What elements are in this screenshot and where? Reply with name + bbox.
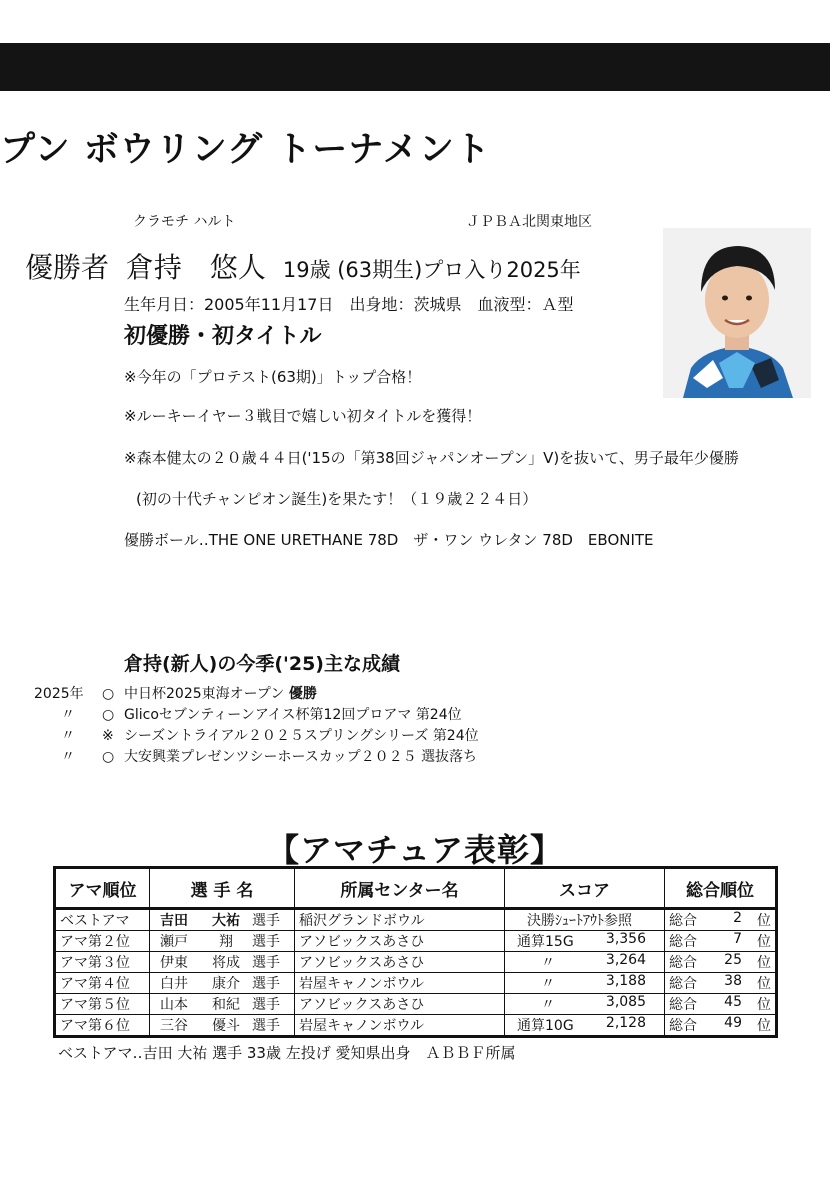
- header-rank: アマ順位: [55, 868, 150, 909]
- cell-score: [505, 973, 665, 994]
- winner-furigana: クラモチ ハルト: [133, 214, 236, 230]
- cell-score: [505, 931, 665, 952]
- header-total: 総合順位: [665, 868, 777, 909]
- score-label: 〃: [541, 997, 555, 1013]
- rank-text: アマ第２位: [60, 934, 130, 950]
- table-header-row: [55, 868, 777, 909]
- cell-player: [150, 973, 295, 994]
- result-mark: ○: [102, 707, 115, 723]
- table-row: [55, 931, 777, 952]
- tournament-title: プン ボウリング トーナメント: [0, 130, 491, 170]
- player-surname: 山本: [160, 997, 188, 1013]
- cell-score: [505, 909, 665, 931]
- cell-rank: [55, 1015, 150, 1037]
- header-score: スコア: [505, 868, 665, 909]
- amateur-award-title: 【アマチュア表彰】: [266, 831, 564, 869]
- center-name: アソビックスあさひ: [299, 955, 425, 971]
- score-value: 3,188: [605, 973, 646, 989]
- result-place: 選抜落ち: [421, 749, 478, 765]
- winner-label: 優勝者: [25, 251, 110, 284]
- rank-text: アマ第４位: [60, 976, 130, 992]
- result-mark: ○: [102, 749, 115, 765]
- total-unit: 位: [757, 934, 771, 950]
- cell-player: [150, 994, 295, 1015]
- score-label: 決勝ｼｭｰﾄｱｳﾄ参照: [527, 913, 632, 929]
- player-surname: 白井: [160, 976, 188, 992]
- result-place: 第24位: [432, 728, 479, 744]
- center-name: アソビックスあさひ: [299, 934, 425, 950]
- cell-player: [150, 1015, 295, 1037]
- rank-text: アマ第６位: [60, 1018, 130, 1034]
- winner-note-4: (初の十代チャンピオン誕生)を果たす！（１９歳２２４日）: [136, 490, 538, 508]
- top-black-bar: [0, 43, 830, 91]
- total-label: 総合: [669, 955, 697, 971]
- winner-name-line: [25, 246, 581, 286]
- cell-score: [505, 994, 665, 1015]
- winner-region: ＪＰＢＡ北関東地区: [466, 214, 592, 230]
- result-place: 第24位: [415, 707, 462, 723]
- result-event: Glicoセブンティーンアイス杯第12回プロアマ: [124, 707, 412, 723]
- cell-rank: [55, 994, 150, 1015]
- amateur-results-table: [53, 866, 778, 1038]
- cell-player: [150, 952, 295, 973]
- header-player: 選 手 名: [150, 868, 295, 909]
- winner-note-3: ※森本健太の２０歳４４日('15の「第38回ジャパンオープン」V)を抜いて、男子最年少優勝: [124, 449, 739, 467]
- total-unit: 位: [757, 997, 771, 1013]
- center-name: アソビックスあさひ: [299, 997, 425, 1013]
- cell-rank: [55, 909, 150, 931]
- result-event: 大安興業プレゼンツシーホースカップ２０２５: [124, 749, 417, 765]
- score-value: [646, 910, 660, 930]
- cell-total: [665, 931, 777, 952]
- center-name: 岩屋キャノンボウル: [299, 1018, 425, 1034]
- result-place: 優勝: [288, 686, 317, 702]
- player-given-name: 大祐: [212, 913, 240, 929]
- table-row: [55, 973, 777, 994]
- score-value: 2,128: [605, 1015, 646, 1031]
- player-suffix: 選手: [252, 934, 280, 950]
- result-event: シーズントライアル２０２５スプリングシリーズ: [124, 728, 429, 744]
- cell-player: [150, 909, 295, 931]
- winner-headline: 初優勝・初タイトル: [124, 324, 322, 349]
- list-item: [34, 725, 479, 745]
- cell-rank: [55, 931, 150, 952]
- table-row: [55, 909, 777, 931]
- cell-total: [665, 994, 777, 1015]
- cell-rank: [55, 952, 150, 973]
- player-surname: 吉田: [160, 913, 188, 929]
- result-year: 2025年: [34, 686, 84, 702]
- cell-player: [150, 931, 295, 952]
- total-number: 45: [724, 994, 742, 1010]
- table-row: [55, 1015, 777, 1037]
- score-value: 3,264: [605, 952, 646, 968]
- center-name: 岩屋キャノンボウル: [299, 976, 425, 992]
- winner-profile: 生年月日：2005年11月17日 出身地：茨城県 血液型：Ａ型: [124, 295, 574, 314]
- amateur-footer-note: ベストアマ‥吉田 大祐 選手 33歳 左投げ 愛知県出身 ＡＢＢＦ所属: [58, 1044, 516, 1062]
- total-label: 総合: [669, 976, 697, 992]
- table-row: [55, 952, 777, 973]
- score-label: 通算15G: [517, 934, 574, 950]
- winner-ball: 優勝ボール‥THE ONE URETHANE 78D ザ・ワン ウレタン 78D EBONITE: [124, 531, 654, 549]
- season-title: 倉持(新人)の今季('25)主な成績: [124, 653, 400, 675]
- center-name: 稲沢グランドボウル: [299, 913, 425, 929]
- player-given-name: 康介: [212, 976, 240, 992]
- cell-center: [295, 909, 505, 931]
- player-surname: 瀬戸: [160, 934, 188, 950]
- total-number: 7: [733, 931, 742, 947]
- winner-note-2: ※ルーキーイヤー３戦目で嬉しい初タイトルを獲得！: [124, 407, 482, 425]
- header-center: 所属センター名: [295, 868, 505, 909]
- result-event: 中日杯2025東海オープン: [124, 686, 285, 702]
- player-suffix: 選手: [252, 913, 280, 929]
- cell-score: [505, 1015, 665, 1037]
- player-given-name: 優斗: [212, 1018, 240, 1034]
- cell-center: [295, 931, 505, 952]
- player-suffix: 選手: [252, 976, 280, 992]
- total-unit: 位: [757, 1018, 771, 1034]
- list-item: [34, 746, 477, 766]
- cell-total: [665, 952, 777, 973]
- player-given-name: 将成: [212, 955, 240, 971]
- rank-text: ベストアマ: [60, 913, 130, 929]
- cell-score: [505, 952, 665, 973]
- player-suffix: 選手: [252, 997, 280, 1013]
- score-label: 〃: [541, 955, 555, 971]
- winner-note-1: ※今年の「プロテスト(63期)」トップ合格！: [124, 368, 422, 386]
- cell-center: [295, 994, 505, 1015]
- result-mark: ○: [102, 686, 115, 702]
- total-label: 総合: [669, 1018, 697, 1034]
- player-suffix: 選手: [252, 1018, 280, 1034]
- list-item: [34, 683, 317, 703]
- total-label: 総合: [669, 934, 697, 950]
- result-year: 〃: [61, 728, 75, 744]
- winner-name: 倉持 悠人: [125, 251, 266, 284]
- player-portrait-photo: [663, 228, 811, 398]
- player-surname: 伊東: [160, 955, 188, 971]
- winner-meta: 19歳 (63期生)プロ入り2025年: [282, 258, 581, 282]
- rank-text: アマ第３位: [60, 955, 130, 971]
- rank-text: アマ第５位: [60, 997, 130, 1013]
- cell-total: [665, 909, 777, 931]
- table-row: [55, 994, 777, 1015]
- total-label: 総合: [669, 997, 697, 1013]
- cell-rank: [55, 973, 150, 994]
- total-number: 25: [724, 952, 742, 968]
- score-value: 3,356: [605, 931, 646, 947]
- total-unit: 位: [757, 955, 771, 971]
- score-label: 通算10G: [517, 1018, 574, 1034]
- total-unit: 位: [757, 976, 771, 992]
- result-mark: ※: [102, 728, 114, 744]
- portrait-icon: [663, 228, 811, 398]
- score-label: 〃: [541, 976, 555, 992]
- total-number: 38: [724, 973, 742, 989]
- score-value: 3,085: [605, 994, 646, 1010]
- cell-center: [295, 952, 505, 973]
- cell-center: [295, 973, 505, 994]
- list-item: [34, 704, 462, 724]
- total-number: 2: [733, 910, 742, 926]
- total-label: 総合: [669, 913, 697, 929]
- result-year: 〃: [61, 707, 75, 723]
- result-year: 〃: [61, 749, 75, 765]
- total-unit: 位: [757, 913, 771, 929]
- player-given-name: 翔: [219, 934, 233, 950]
- cell-center: [295, 1015, 505, 1037]
- cell-total: [665, 973, 777, 994]
- player-surname: 三谷: [160, 1018, 188, 1034]
- player-given-name: 和紀: [212, 997, 240, 1013]
- total-number: 49: [724, 1015, 742, 1031]
- cell-total: [665, 1015, 777, 1037]
- player-suffix: 選手: [252, 955, 280, 971]
